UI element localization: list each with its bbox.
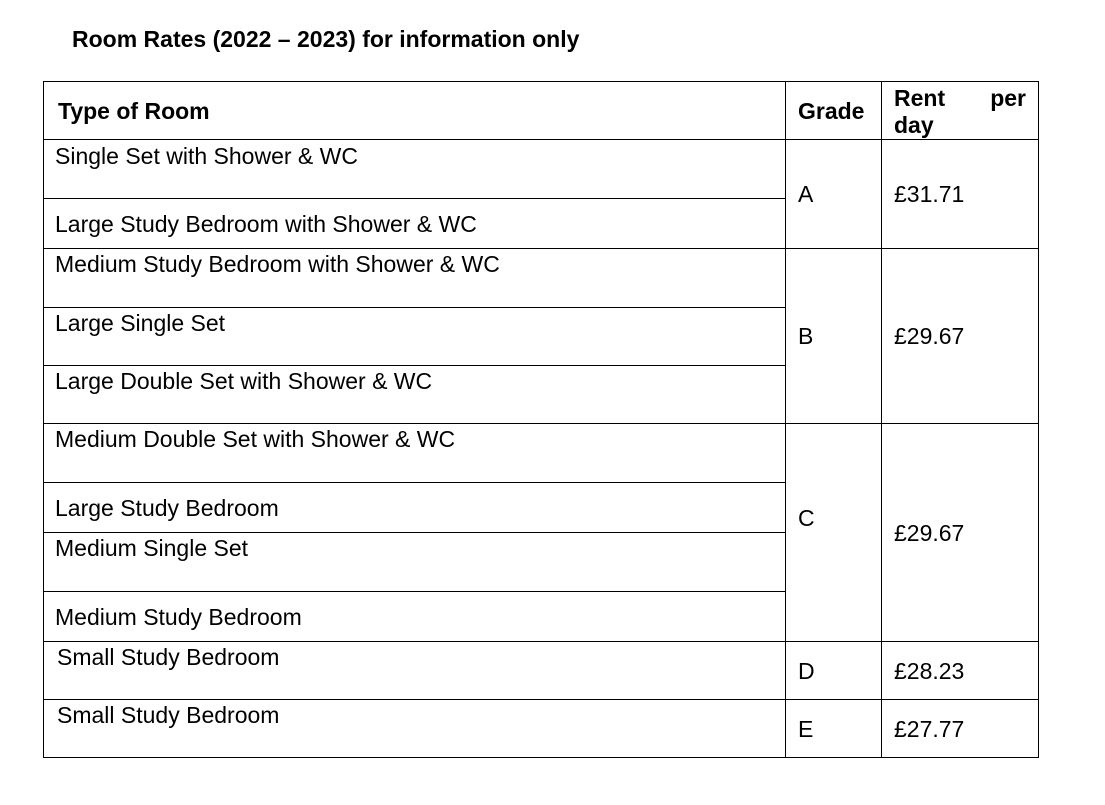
room-type-cell: Large Double Set with Shower & WC bbox=[55, 368, 433, 394]
grade-cell: B bbox=[798, 323, 814, 349]
table-border bbox=[43, 699, 1039, 700]
room-type-cell: Large Study Bedroom bbox=[55, 495, 279, 521]
grade-cell: A bbox=[798, 181, 814, 207]
table-border bbox=[785, 81, 786, 758]
room-type-cell: Medium Study Bedroom bbox=[55, 604, 302, 630]
grade-cell: C bbox=[798, 505, 815, 531]
page-title: Room Rates (2022 – 2023) for information only bbox=[72, 26, 580, 52]
table-border bbox=[43, 757, 1039, 758]
room-type-cell: Small Study Bedroom bbox=[57, 644, 280, 670]
table-border bbox=[43, 482, 786, 483]
table-border bbox=[43, 139, 1039, 140]
table-border bbox=[43, 591, 786, 592]
table-border bbox=[43, 81, 1039, 82]
header-type-of-room: Type of Room bbox=[58, 98, 210, 124]
grade-cell: E bbox=[798, 716, 814, 742]
rent-cell: £29.67 bbox=[894, 323, 965, 349]
rent-cell: £29.67 bbox=[894, 520, 965, 546]
room-type-cell: Large Study Bedroom with Shower & WC bbox=[55, 211, 477, 237]
rent-cell: £27.77 bbox=[894, 716, 965, 742]
header-rent-per-day bbox=[894, 85, 1026, 139]
rent-cell: £31.71 bbox=[894, 181, 965, 207]
room-type-cell: Small Study Bedroom bbox=[57, 702, 280, 728]
table-border bbox=[43, 365, 786, 366]
room-type-cell: Large Single Set bbox=[55, 310, 226, 336]
room-type-cell: Medium Single Set bbox=[55, 535, 249, 561]
table-border bbox=[43, 248, 1039, 249]
table-border bbox=[43, 423, 1039, 424]
table-border bbox=[43, 307, 786, 308]
room-type-cell: Single Set with Shower & WC bbox=[55, 143, 358, 169]
table-border bbox=[43, 532, 786, 533]
header-per-word: per bbox=[990, 85, 1026, 111]
room-type-cell: Medium Double Set with Shower & WC bbox=[55, 426, 456, 452]
table-border bbox=[1038, 81, 1039, 758]
room-type-cell: Medium Study Bedroom with Shower & WC bbox=[55, 251, 500, 277]
table-border bbox=[881, 81, 882, 758]
grade-cell: D bbox=[798, 658, 815, 684]
rent-cell: £28.23 bbox=[894, 658, 965, 684]
table-border bbox=[43, 81, 44, 758]
table-border bbox=[43, 198, 786, 199]
header-grade: Grade bbox=[798, 98, 865, 124]
header-rent-word: Rent bbox=[894, 85, 946, 111]
table-border bbox=[43, 641, 1039, 642]
header-day-word: day bbox=[894, 112, 934, 138]
